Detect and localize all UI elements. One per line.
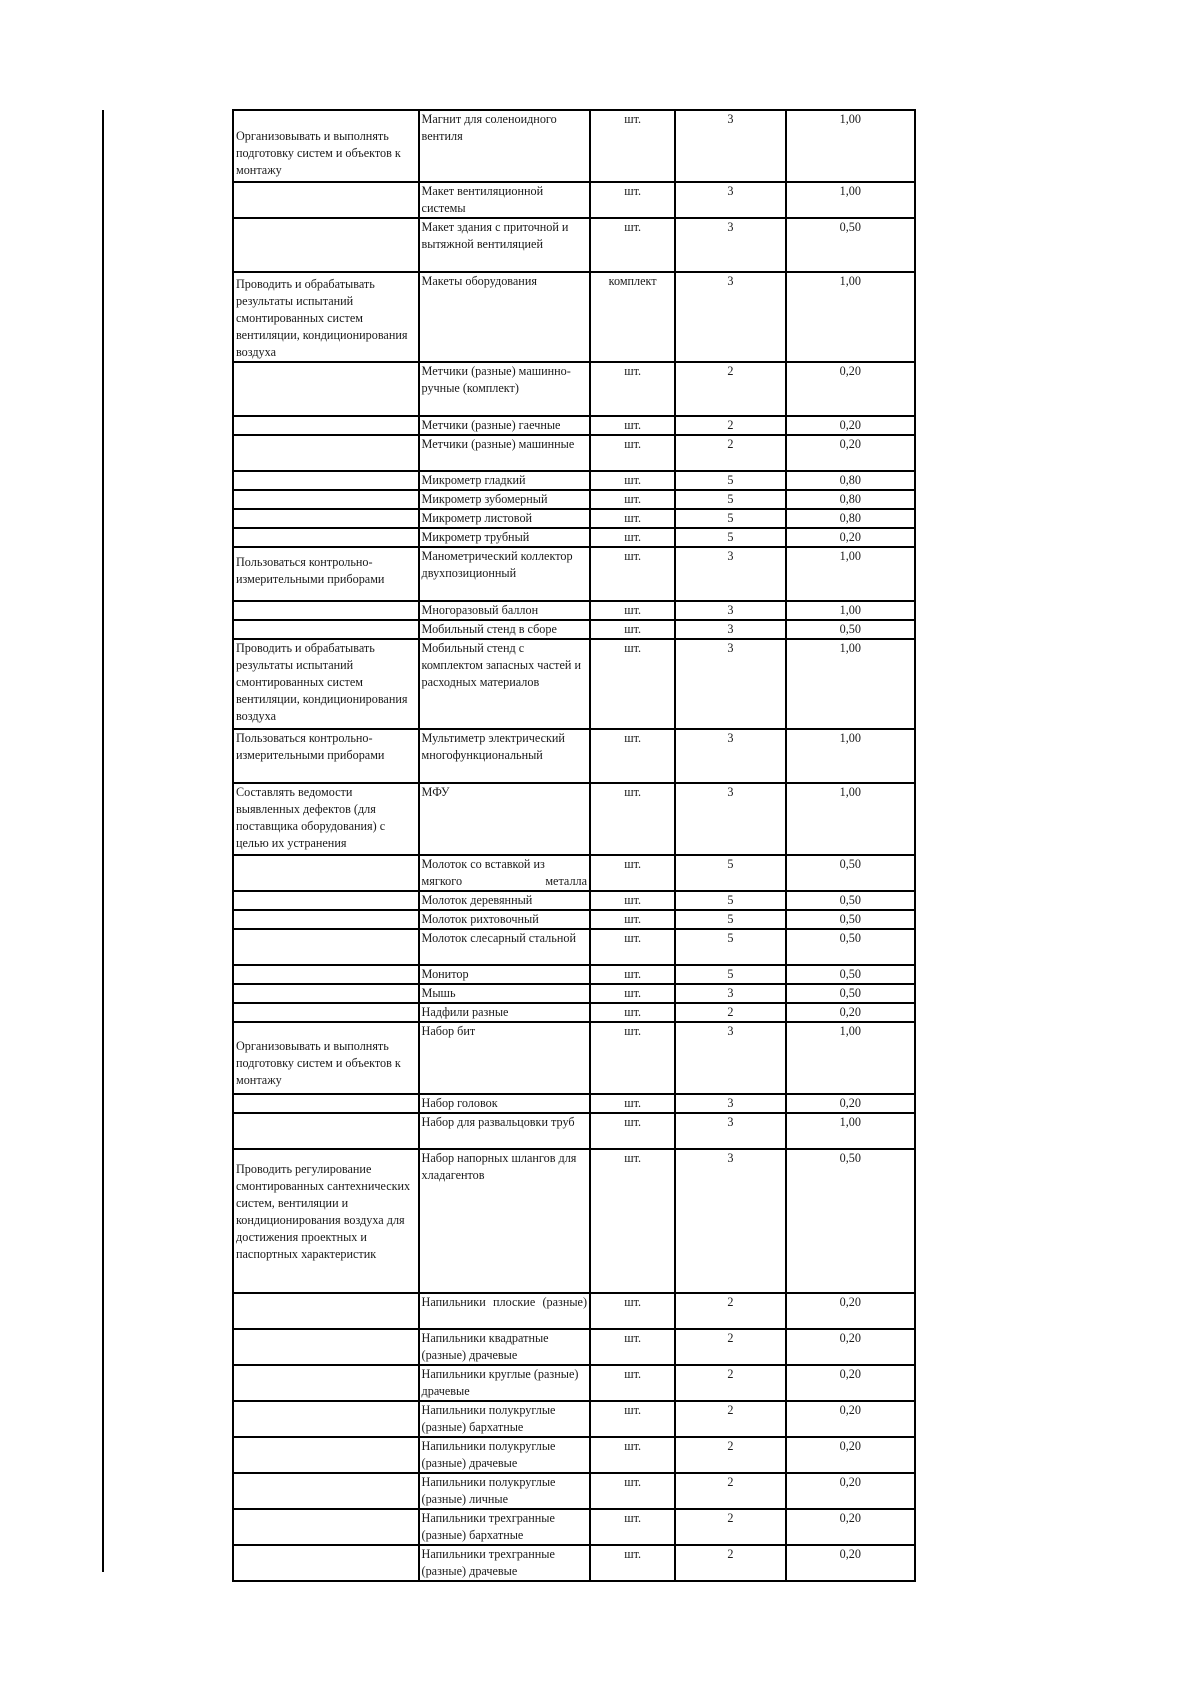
quantity-cell: 3 [675,110,785,182]
coefficient-cell: 0,50 [786,218,915,272]
quantity-cell: 3 [675,601,785,620]
item-name-cell: Молоток слесарный стальной [419,929,591,965]
skill-cell [233,929,419,965]
table-row [233,1094,915,1113]
unit-cell: шт. [590,218,675,272]
skill-cell [233,891,419,910]
item-name-cell: Мультиметр электрический многофункциональный [419,729,591,783]
table-row [233,984,915,1003]
quantity-cell: 2 [675,1437,785,1473]
quantity-cell: 2 [675,1473,785,1509]
item-name-cell: Макет здания с приточной и вытяжной вентиляцией [419,218,591,272]
item-name-cell: Мобильный стенд с комплектом запасных частей и расходных материалов [419,639,591,729]
quantity-cell: 3 [675,182,785,218]
item-name-cell: Молоток со вставкой из мягкого металла [419,855,591,891]
unit-cell: шт. [590,1149,675,1293]
unit-cell: шт. [590,984,675,1003]
item-name-cell: Макеты оборудования [419,272,591,362]
unit-cell: шт. [590,435,675,471]
skill-cell [233,1293,419,1329]
quantity-cell: 3 [675,547,785,601]
skill-cell: Пользоваться контрольно-измерительными приборами [233,729,419,783]
table-row [233,435,915,471]
table-row [233,528,915,547]
unit-cell: шт. [590,490,675,509]
skill-cell [233,218,419,272]
quantity-cell: 3 [675,272,785,362]
skill-cell [233,435,419,471]
coefficient-cell: 0,20 [786,435,915,471]
coefficient-cell: 0,50 [786,620,915,639]
coefficient-cell: 0,50 [786,929,915,965]
skill-cell [233,416,419,435]
table-row [233,910,915,929]
skill-cell [233,1509,419,1545]
item-name-cell: Напильники полукруглые (разные) драчевые [419,1437,591,1473]
coefficient-cell: 1,00 [786,1113,915,1149]
skill-cell [233,1365,419,1401]
unit-cell: шт. [590,620,675,639]
unit-cell: шт. [590,1473,675,1509]
table-row [233,471,915,490]
table-row [233,1329,915,1365]
skill-cell [233,601,419,620]
quantity-cell: 3 [675,620,785,639]
item-name-cell: Манометрический коллектор двухпозиционный [419,547,591,601]
skill-cell [233,1003,419,1022]
skill-cell: Пользоваться контрольно-измерительными приборами [233,547,419,601]
skill-cell [233,362,419,416]
item-name-cell: Молоток деревянный [419,891,591,910]
unit-cell: шт. [590,1329,675,1365]
table-row [233,362,915,416]
item-name-cell: Набор бит [419,1022,591,1094]
unit-cell: шт. [590,509,675,528]
table-row [233,965,915,984]
skill-cell [233,620,419,639]
table-row [233,855,915,891]
quantity-cell: 3 [675,783,785,855]
table-row [233,1149,915,1293]
item-name-cell: Мобильный стенд в сборе [419,620,591,639]
quantity-cell: 5 [675,509,785,528]
item-name-cell: Напильники круглые (разные) драчевые [419,1365,591,1401]
skill-cell: Составлять ведомости выявленных дефектов (для поставщика оборудования) с целью их устранения [233,783,419,855]
quantity-cell: 2 [675,1003,785,1022]
equipment-table [232,109,916,1582]
table-row [233,891,915,910]
table-row [233,110,915,182]
quantity-cell: 3 [675,1113,785,1149]
item-name-cell: Мышь [419,984,591,1003]
unit-cell: шт. [590,1293,675,1329]
item-name-cell: Надфили разные [419,1003,591,1022]
unit-cell: шт. [590,1545,675,1581]
item-name-cell: Макет вентиляционной системы [419,182,591,218]
skill-cell [233,910,419,929]
skill-cell [233,1401,419,1437]
unit-cell: шт. [590,1003,675,1022]
table-row [233,1509,915,1545]
coefficient-cell: 0,80 [786,490,915,509]
skill-cell [233,1094,419,1113]
coefficient-cell: 0,50 [786,910,915,929]
unit-cell: шт. [590,965,675,984]
skill-cell [233,490,419,509]
quantity-cell: 3 [675,984,785,1003]
unit-cell: шт. [590,1094,675,1113]
quantity-cell: 5 [675,891,785,910]
skill-cell: Проводить регулирование смонтированных сантехнических систем, вентиляции и кондиционирования воздуха для достижения проектных и паспортных характеристик [233,1149,419,1293]
table-row [233,1545,915,1581]
quantity-cell: 2 [675,1509,785,1545]
unit-cell: шт. [590,1509,675,1545]
table-row [233,929,915,965]
skill-cell [233,965,419,984]
skill-cell [233,855,419,891]
skill-cell: Организовывать и выполнять подготовку систем и объектов к монтажу [233,110,419,182]
coefficient-cell: 0,50 [786,965,915,984]
coefficient-cell: 0,80 [786,471,915,490]
unit-cell: шт. [590,471,675,490]
coefficient-cell: 0,20 [786,362,915,416]
skill-cell: Проводить и обрабатывать результаты испытаний смонтированных систем вентиляции, кондиционирования воздуха [233,272,419,362]
table-row [233,1365,915,1401]
unit-cell: шт. [590,891,675,910]
quantity-cell: 5 [675,929,785,965]
item-name-cell: МФУ [419,783,591,855]
table-row [233,272,915,362]
coefficient-cell: 0,20 [786,1329,915,1365]
coefficient-cell: 0,50 [786,855,915,891]
item-name-cell: Метчики (разные) машинно-ручные (комплект) [419,362,591,416]
coefficient-cell: 0,20 [786,416,915,435]
unit-cell: шт. [590,1365,675,1401]
coefficient-cell: 1,00 [786,639,915,729]
quantity-cell: 2 [675,416,785,435]
unit-cell: шт. [590,416,675,435]
unit-cell: шт. [590,1437,675,1473]
coefficient-cell: 0,20 [786,1003,915,1022]
skill-cell [233,1329,419,1365]
item-name-cell: Микрометр гладкий [419,471,591,490]
unit-cell: шт. [590,783,675,855]
skill-cell [233,182,419,218]
coefficient-cell: 0,20 [786,1473,915,1509]
item-name-cell: Микрометр листовой [419,509,591,528]
coefficient-cell: 0,80 [786,509,915,528]
table-row [233,218,915,272]
item-name-cell: Микрометр трубный [419,528,591,547]
unit-cell: шт. [590,729,675,783]
quantity-cell: 2 [675,362,785,416]
skill-cell: Проводить и обрабатывать результаты испытаний смонтированных систем вентиляции, кондиционирования воздуха [233,639,419,729]
skill-cell [233,984,419,1003]
quantity-cell: 2 [675,1401,785,1437]
quantity-cell: 5 [675,471,785,490]
unit-cell: шт. [590,1113,675,1149]
quantity-cell: 5 [675,855,785,891]
table-row [233,1473,915,1509]
table-row [233,620,915,639]
quantity-cell: 3 [675,1149,785,1293]
coefficient-cell: 0,50 [786,984,915,1003]
quantity-cell: 5 [675,490,785,509]
coefficient-cell: 1,00 [786,547,915,601]
unit-cell: шт. [590,182,675,218]
coefficient-cell: 0,20 [786,1293,915,1329]
coefficient-cell: 0,20 [786,528,915,547]
table-row [233,729,915,783]
item-name-cell: Магнит для соленоидного вентиля [419,110,591,182]
coefficient-cell: 1,00 [786,729,915,783]
table-row [233,1437,915,1473]
item-name-cell: Набор головок [419,1094,591,1113]
coefficient-cell: 0,20 [786,1437,915,1473]
item-name-cell: Напильники трехгранные (разные) бархатные [419,1509,591,1545]
coefficient-cell: 1,00 [786,182,915,218]
table-row [233,1113,915,1149]
quantity-cell: 2 [675,1329,785,1365]
skill-cell [233,1437,419,1473]
quantity-cell: 5 [675,910,785,929]
quantity-cell: 3 [675,1022,785,1094]
unit-cell: шт. [590,1022,675,1094]
unit-cell: шт. [590,547,675,601]
table-row [233,416,915,435]
left-margin-rule [102,110,104,1572]
item-name-cell: Молоток рихтовочный [419,910,591,929]
quantity-cell: 5 [675,528,785,547]
table-row [233,182,915,218]
table-row [233,490,915,509]
coefficient-cell: 0,50 [786,891,915,910]
table-row [233,601,915,620]
table-row [233,639,915,729]
skill-cell [233,1545,419,1581]
table-row [233,1401,915,1437]
quantity-cell: 2 [675,435,785,471]
item-name-cell: Напильники трехгранные (разные) драчевые [419,1545,591,1581]
quantity-cell: 5 [675,965,785,984]
coefficient-cell: 0,20 [786,1365,915,1401]
item-name-cell: Напильники полукруглые (разные) личные [419,1473,591,1509]
quantity-cell: 3 [675,218,785,272]
skill-cell: Организовывать и выполнять подготовку систем и объектов к монтажу [233,1022,419,1094]
item-name-cell: Метчики (разные) машинные [419,435,591,471]
item-name-cell: Монитор [419,965,591,984]
table-row [233,509,915,528]
skill-cell [233,471,419,490]
unit-cell: шт. [590,929,675,965]
coefficient-cell: 1,00 [786,272,915,362]
quantity-cell: 2 [675,1545,785,1581]
unit-cell: шт. [590,601,675,620]
quantity-cell: 2 [675,1293,785,1329]
equipment-table-body [233,110,915,1581]
item-name-cell: Микрометр зубомерный [419,490,591,509]
unit-cell: шт. [590,110,675,182]
coefficient-cell: 0,20 [786,1509,915,1545]
item-name-cell: Напильники плоские (разные) [419,1293,591,1329]
coefficient-cell: 1,00 [786,110,915,182]
item-name-cell: Напильники квадратные (разные) драчевые [419,1329,591,1365]
table-row [233,1293,915,1329]
quantity-cell: 2 [675,1365,785,1401]
skill-cell [233,509,419,528]
unit-cell: шт. [590,639,675,729]
item-name-cell: Напильники полукруглые (разные) бархатные [419,1401,591,1437]
coefficient-cell: 1,00 [786,1022,915,1094]
quantity-cell: 3 [675,729,785,783]
table-row [233,1022,915,1094]
skill-cell [233,528,419,547]
item-name-cell: Набор для развальцовки труб [419,1113,591,1149]
coefficient-cell: 0,20 [786,1401,915,1437]
unit-cell: шт. [590,1401,675,1437]
table-row [233,783,915,855]
unit-cell: комплект [590,272,675,362]
skill-cell [233,1113,419,1149]
table-row [233,1003,915,1022]
item-name-cell: Метчики (разные) гаечные [419,416,591,435]
quantity-cell: 3 [675,1094,785,1113]
coefficient-cell: 0,20 [786,1094,915,1113]
table-row [233,547,915,601]
skill-cell [233,1473,419,1509]
unit-cell: шт. [590,362,675,416]
item-name-cell: Многоразовый баллон [419,601,591,620]
coefficient-cell: 0,50 [786,1149,915,1293]
coefficient-cell: 0,20 [786,1545,915,1581]
coefficient-cell: 1,00 [786,783,915,855]
coefficient-cell: 1,00 [786,601,915,620]
unit-cell: шт. [590,855,675,891]
unit-cell: шт. [590,910,675,929]
quantity-cell: 3 [675,639,785,729]
unit-cell: шт. [590,528,675,547]
item-name-cell: Набор напорных шлангов для хладагентов [419,1149,591,1293]
